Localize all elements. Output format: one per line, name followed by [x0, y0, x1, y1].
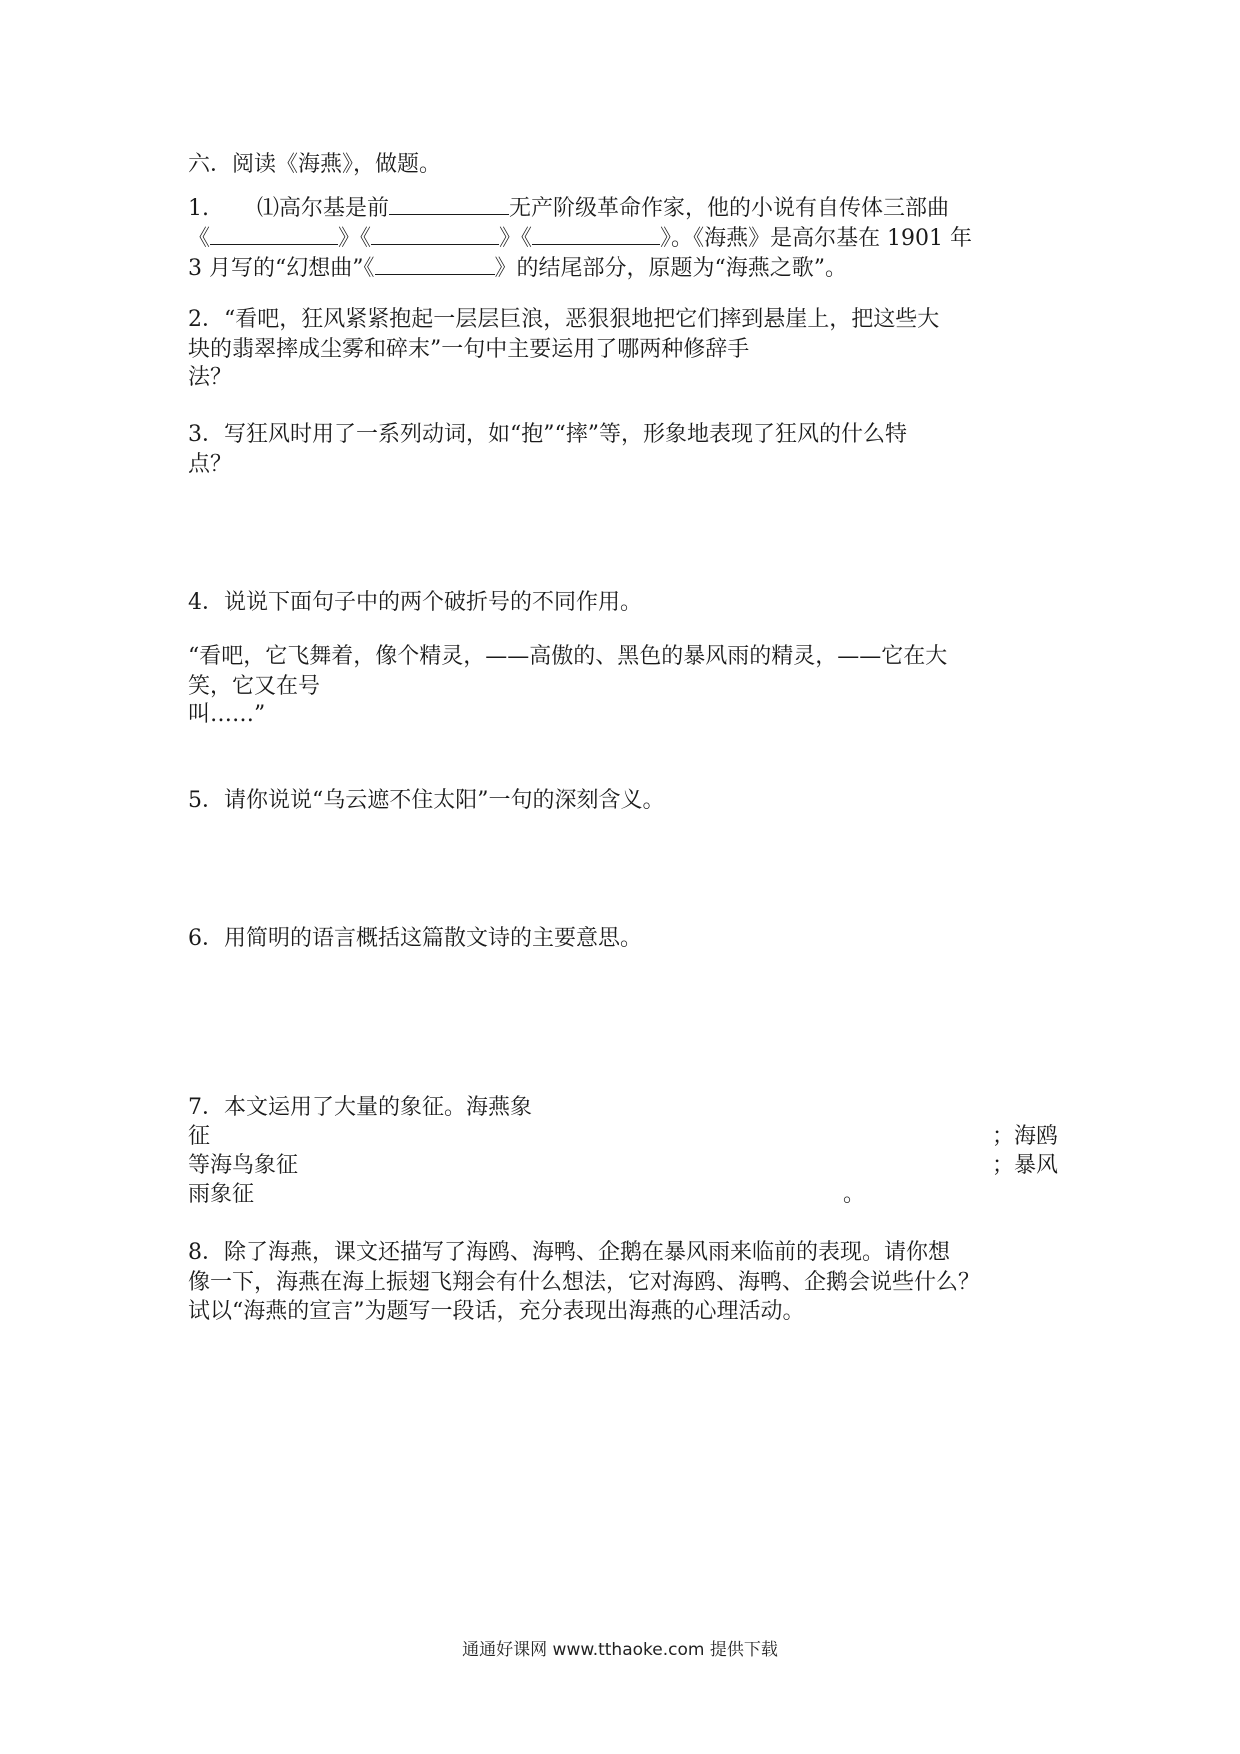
- q7-line2-right: ；海鸥: [991, 1124, 1058, 1149]
- q2-line-1: 2．“看吧，狂风紧紧抱起一层层巨浪，恶狠狠地把它们摔到悬崖上，把这些大: [188, 307, 940, 332]
- q7-line-3: [188, 1151, 1058, 1181]
- q3-line-2: 点？: [188, 452, 233, 477]
- q1-blank-book-1[interactable]: [210, 220, 338, 245]
- q4-line-1: 4．说说下面句子中的两个破折号的不同作用。: [188, 590, 642, 615]
- q6-line-1: 6．用简明的语言概括这篇散文诗的主要意思。: [188, 926, 642, 951]
- q7-line2-left: 征: [188, 1124, 211, 1149]
- q7-line4-right: 。: [843, 1182, 866, 1207]
- q1-line3-a: 3 月写的“幻想曲”《: [188, 256, 375, 281]
- q1-line-3: [188, 250, 847, 284]
- page-footer: 通通好课网 www.tthaoke.com 提供下载: [462, 1640, 778, 1660]
- q1-text-a: ⑴高尔基是前: [257, 196, 390, 221]
- q1-blank-fantasy[interactable]: [375, 250, 495, 275]
- q7-line-1: 7．本文运用了大量的象征。海燕象: [188, 1095, 532, 1120]
- q1-number: 1.: [188, 196, 209, 221]
- q8-line-2: 像一下，海燕在海上振翅飞翔会有什么想法，它对海鸥、海鸭、企鹅会说些什么？: [188, 1270, 981, 1295]
- q3-line-1: 3．写狂风时用了一系列动词，如“抱”“摔”等，形象地表现了狂风的什么特: [188, 422, 907, 447]
- q1-line-2: [188, 220, 972, 254]
- q8-line-3: 试以“海燕的宣言”为题写一段话，充分表现出海燕的心理活动。: [188, 1299, 805, 1324]
- q1-blank-book-3[interactable]: [532, 220, 660, 245]
- q7-line3-left: 等海鸟象征: [188, 1153, 299, 1178]
- q8-line-1: 8．除了海燕，课文还描写了海鸥、海鸭、企鹅在暴风雨来临前的表现。请你想: [188, 1240, 950, 1265]
- bracket-mid: 》《: [499, 226, 533, 251]
- bracket-end: 》。: [660, 226, 694, 251]
- q2-line-3: 法？: [188, 365, 233, 390]
- bracket-mid: 》《: [338, 226, 372, 251]
- q1-line-1: [188, 190, 949, 224]
- q4-quote-2: 笑，它又在号: [188, 674, 321, 699]
- q1-blank-era[interactable]: [389, 190, 509, 215]
- q7-line4-left: 雨象征: [188, 1182, 255, 1207]
- q7-line-2: [188, 1122, 1058, 1152]
- q4-quote-3: 叫……”: [188, 702, 266, 727]
- section-heading: 六．阅读《海燕》，做题。: [188, 152, 442, 177]
- q1-blank-book-2[interactable]: [371, 220, 499, 245]
- q1-line3-b: 》的结尾部分，原题为“海燕之歌”。: [494, 256, 847, 281]
- q2-line-2: 块的翡翠摔成尘雾和碎末”一句中主要运用了哪两种修辞手: [188, 337, 750, 362]
- q1-tail: 《海燕》是高尔基在 1901 年: [693, 226, 973, 251]
- q1-text-b: 无产阶级革命作家，他的小说有自传体三部曲: [509, 196, 950, 221]
- q7-line-4: [188, 1180, 1058, 1210]
- q7-line3-right: ；暴风: [991, 1153, 1058, 1178]
- bracket-open: 《: [188, 226, 211, 251]
- q4-quote-1: “看吧，它飞舞着，像个精灵，——高傲的、黑色的暴风雨的精灵，——它在大: [188, 644, 948, 669]
- q5-line-1: 5．请你说说“乌云遮不住太阳”一句的深刻含义。: [188, 788, 665, 813]
